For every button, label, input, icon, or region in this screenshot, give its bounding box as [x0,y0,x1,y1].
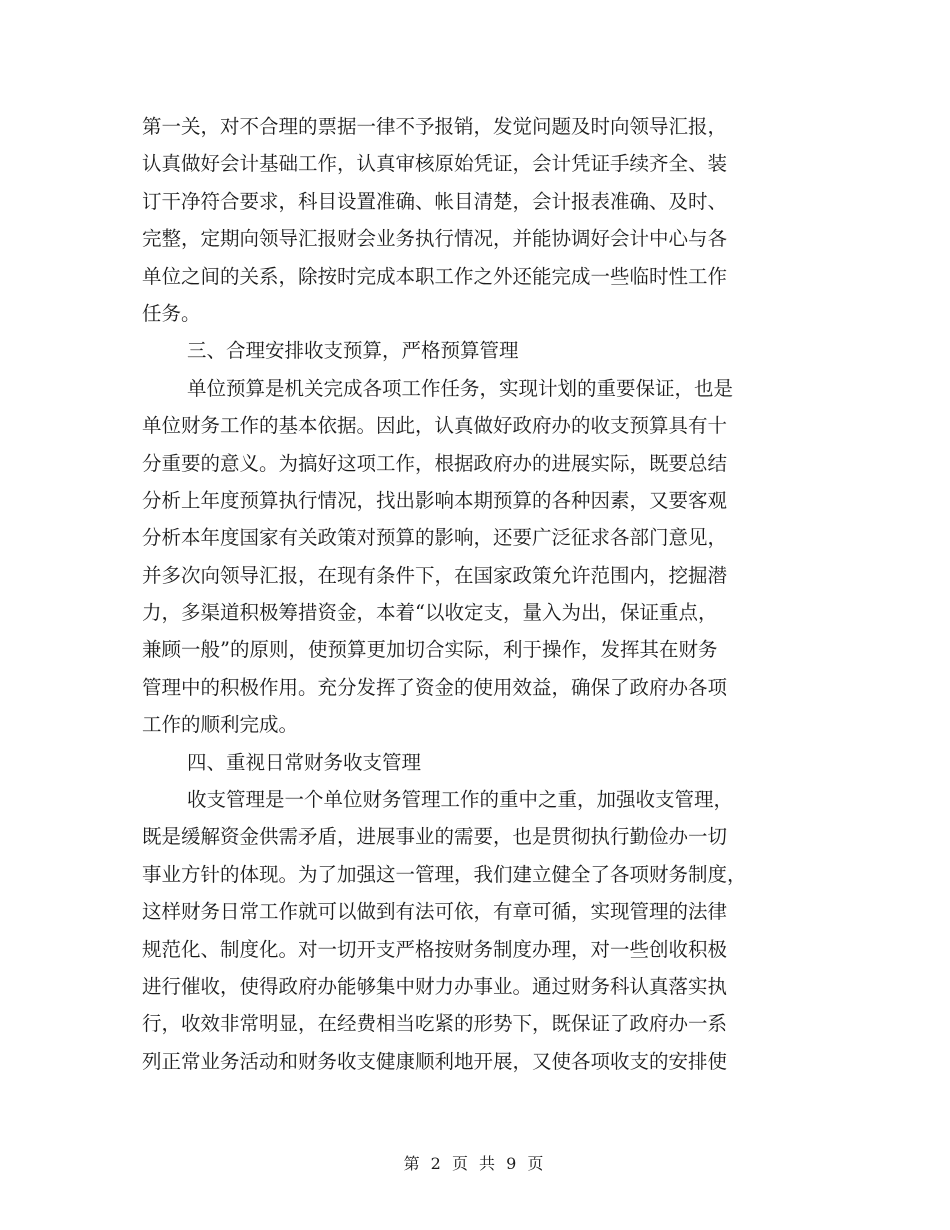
text-line: 第一关，对不合理的票据一律不予报销，发觉问题及时向领导汇报， [142,115,728,138]
text-line: 兼顾一般”的原则，使预算更加切合实际，利于操作，发挥其在财务 [142,638,718,662]
text-line: 分重要的意义。为搞好这项工作，根据政府办的进展实际，既要总结 [142,451,728,475]
text-line: 收支管理是一个单位财务管理工作的重中之重，加强收支管理， [187,788,734,812]
text-line: 力，多渠道积极筹措资金，本着“以收定支，量入为出，保证重点， [142,601,718,625]
text-line: 事业方针的体现。为了加强这一管理，我们建立健全了各项财务制度， [142,862,747,886]
text-line: 列正常业务活动和财务收支健康顺利地开展，又使各项收支的安排使 [142,1049,728,1073]
text-line: 分析上年度预算执行情况，找出影响本期预算的各种因素，又要客观 [142,488,728,512]
text-line: 进行催收，使得政府办能够集中财力办事业。通过财务科认真落实执 [142,974,728,998]
text-line: 任务。 [142,301,201,325]
text-line: 完整，定期向领导汇报财会业务执行情况，并能协调好会计中心与各 [142,227,728,251]
text-line: 管理中的积极作用。充分发挥了资金的使用效益，确保了政府办各项 [142,675,728,699]
document-body [142,108,810,1080]
text-line: 规范化、制度化。对一切开支严格按财务制度办理，对一些创收积极 [142,937,728,961]
text-line: 单位之间的关系，除按时完成本职工作之外还能完成一些临时性工作 [142,264,728,288]
text-line: 订干净符合要求，科目设置准确、帐目清楚，会计报表准确、及时、 [142,189,728,213]
text-line: 四、重视日常财务收支管理 [187,750,422,774]
text-line: 这样财务日常工作就可以做到有法可依，有章可循，实现管理的法律 [142,900,728,924]
text-line: 三、合理安排收支预算，严格预算管理 [187,339,519,363]
text-line: 行，收效非常明显，在经费相当吃紧的形势下，既保证了政府办一系 [142,1012,728,1036]
page-footer: 第 2 页 共 9 页 [403,1154,547,1173]
text-line: 单位预算是机关完成各项工作任务，实现计划的重要保证，也是 [187,376,734,400]
text-line: 工作的顺利完成。 [142,713,299,737]
text-line: 分析本年度国家有关政策对预算的影响，还要广泛征求各部门意见， [142,526,728,550]
text-line: 既是缓解资金供需矛盾，进展事业的需要，也是贯彻执行勤俭办一切 [142,825,728,849]
text-line: 并多次向领导汇报，在现有条件下，在国家政策允许范围内，挖掘潜 [142,563,728,587]
text-line: 认真做好会计基础工作，认真审核原始凭证，会计凭证手续齐全、装 [142,152,728,176]
text-line: 单位财务工作的基本依据。因此，认真做好政府办的收支预算具有十 [142,414,728,438]
